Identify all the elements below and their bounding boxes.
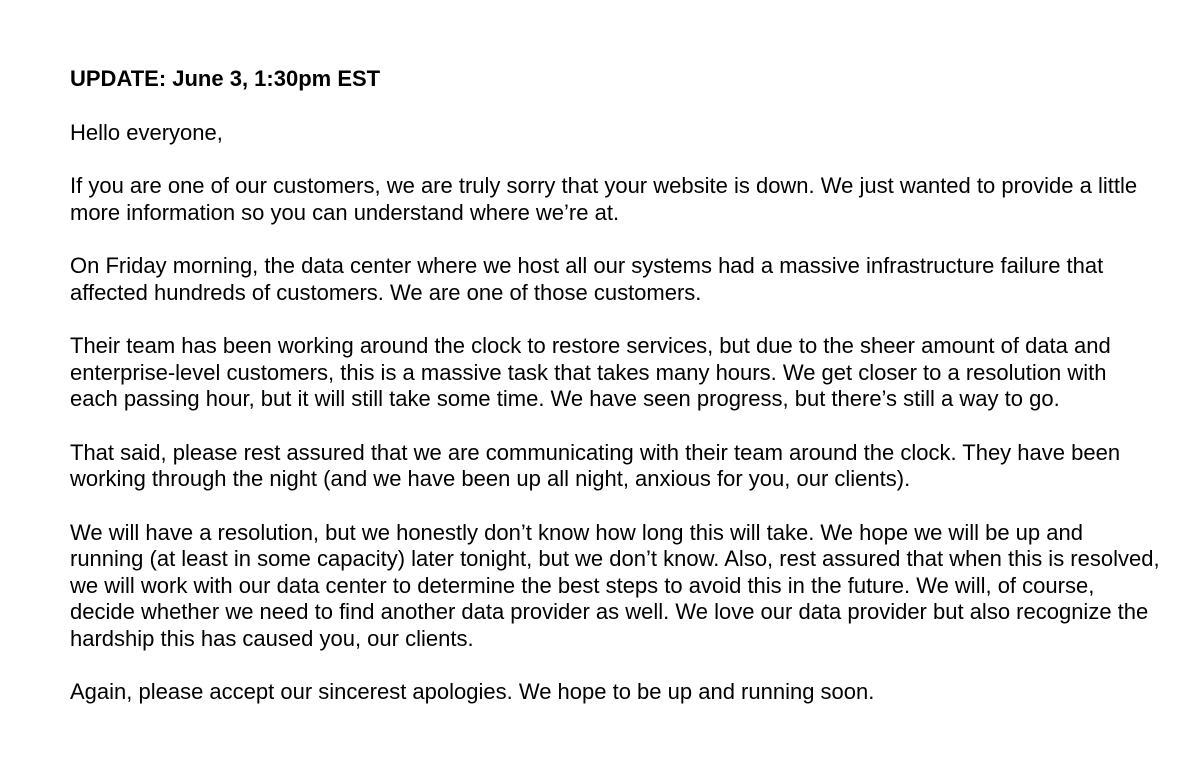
progress-paragraph: Their team has been working around the clock to restore services, but due to the sheer amount of data and enterprise-level customers, this is a massive task that takes many hours. We get closer to a resolution with each passing hour, but it will still take some time. We have seen progress, but there’s still a way to go. (70, 333, 1111, 411)
incident-paragraph: On Friday morning, the data center where we host all our systems had a massive infrastructure failure that affected hundreds of customers. We are one of those customers. (70, 253, 1104, 305)
resolution-paragraph: We will have a resolution, but we honestly don’t know how long this will take. We hope we will be up and running (at least in some capacity) later tonight, but we don’t know. Also, rest assured that when this is resolved, we will work with our data center to determine the best steps to avoid this in the future. We will, of course, decide whether we need to find another data provider as well. We love our data provider but also recognize the hardship this has caused you, our clients. (70, 519, 1160, 651)
greeting-paragraph: Hello everyone, (70, 119, 223, 145)
apology-paragraph: If you are one of our customers, we are truly sorry that your website is down. We just wanted to provide a little more information so you can understand where we’re at. (70, 173, 1138, 225)
document-body (70, 66, 1160, 706)
communication-paragraph: That said, please rest assured that we are communicating with their team around the clock. They have been working through the night (and we have been up all night, anxious for you, our clients). (70, 439, 1121, 491)
closing-paragraph: Again, please accept our sincerest apologies. We hope to be up and running soon. (70, 679, 875, 704)
update-heading: UPDATE: June 3, 1:30pm EST (70, 66, 381, 91)
